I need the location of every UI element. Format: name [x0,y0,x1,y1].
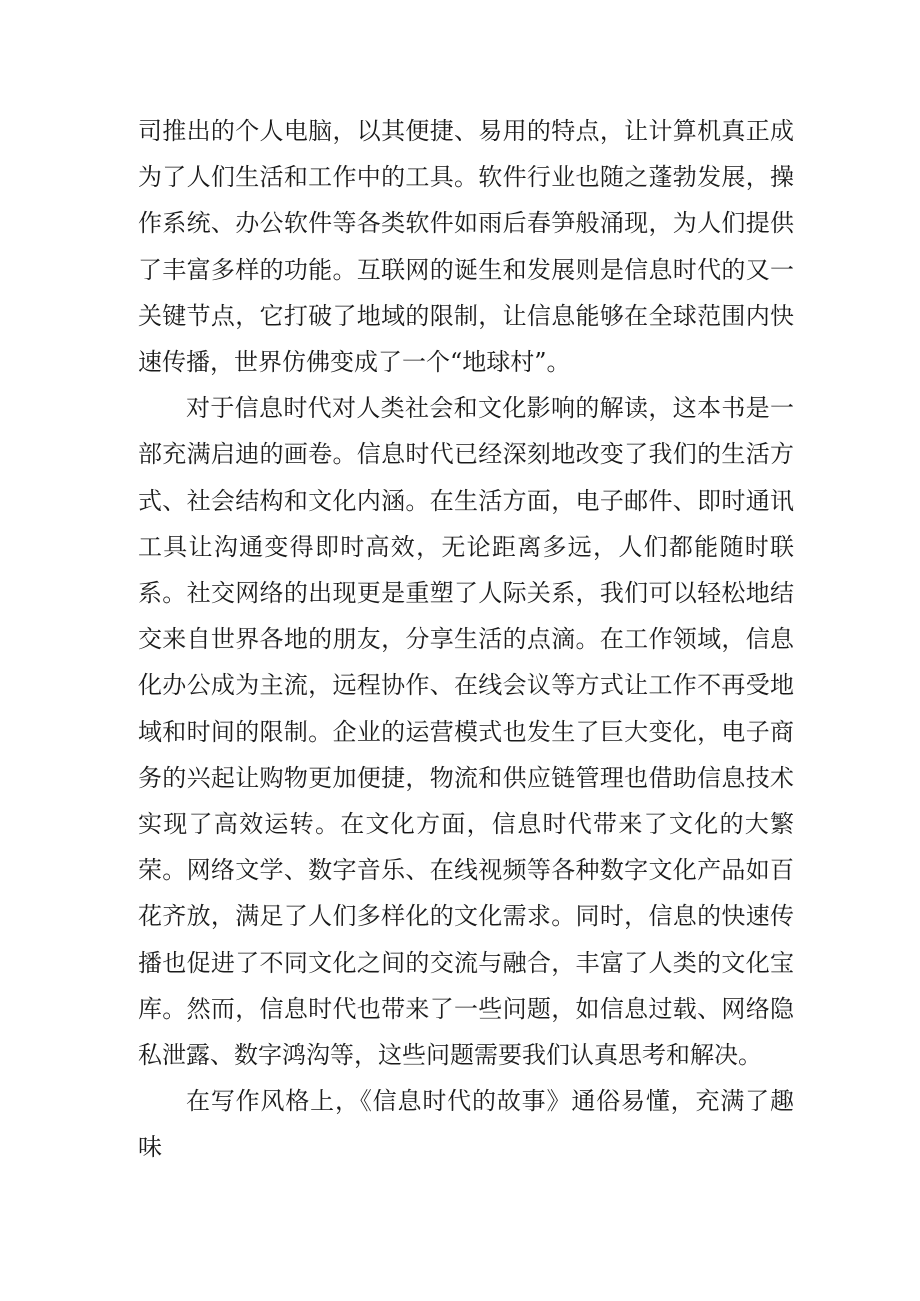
document-body [138,108,794,1171]
paragraph-writing-style: 在写作风格上，《信息时代的故事》通俗易懂，充满了趣味 [138,1087,794,1162]
paragraph-social-impact: 对于信息时代对人类社会和文化影响的解读，这本书是一部充满启迪的画卷。信息时代已经深刻地改变了我们的生活方式、社会结构和文化内涵。在生活方面，电子邮件、即时通讯工具让沟通变得即时高效，无论距离多远，人们都能随时联系。社交网络的出现更是重塑了人际关系，我们可以轻松地结交来自世界各地的朋友，分享生活的点滴。在工作领域，信息化办公成为主流，远程协作、在线会议等方式让工作不再受地域和时间的限制。企业的运营模式也发生了巨大变化，电子商务的兴起让购物更加便捷，物流和供应链管理也借助信息技术实现了高效运转。在文化方面，信息时代带来了文化的大繁荣。网络文学、数字音乐、在线视频等各种数字文化产品如百花齐放，满足了人们多样化的文化需求。同时，信息的快速传播也促进了不同文化之间的交流与融合，丰富了人类的文化宝库。然而，信息时代也带来了一些问题，如信息过载、网络隐私泄露、数字鸿沟等，这些问题需要我们认真思考和解决。 [138,394,794,1070]
paragraph-continuation: 司推出的个人电脑，以其便捷、易用的特点，让计算机真正成为了人们生活和工作中的工具。软件行业也随之蓬勃发展，操作系统、办公软件等各类软件如雨后春笋般涌现，为人们提供了丰富多样的功能。互联网的诞生和发展则是信息时代的又一关键节点，它打破了地域的限制，让信息能够在全球范围内快速传播，世界仿佛变成了一个“地球村”。 [138,117,794,377]
